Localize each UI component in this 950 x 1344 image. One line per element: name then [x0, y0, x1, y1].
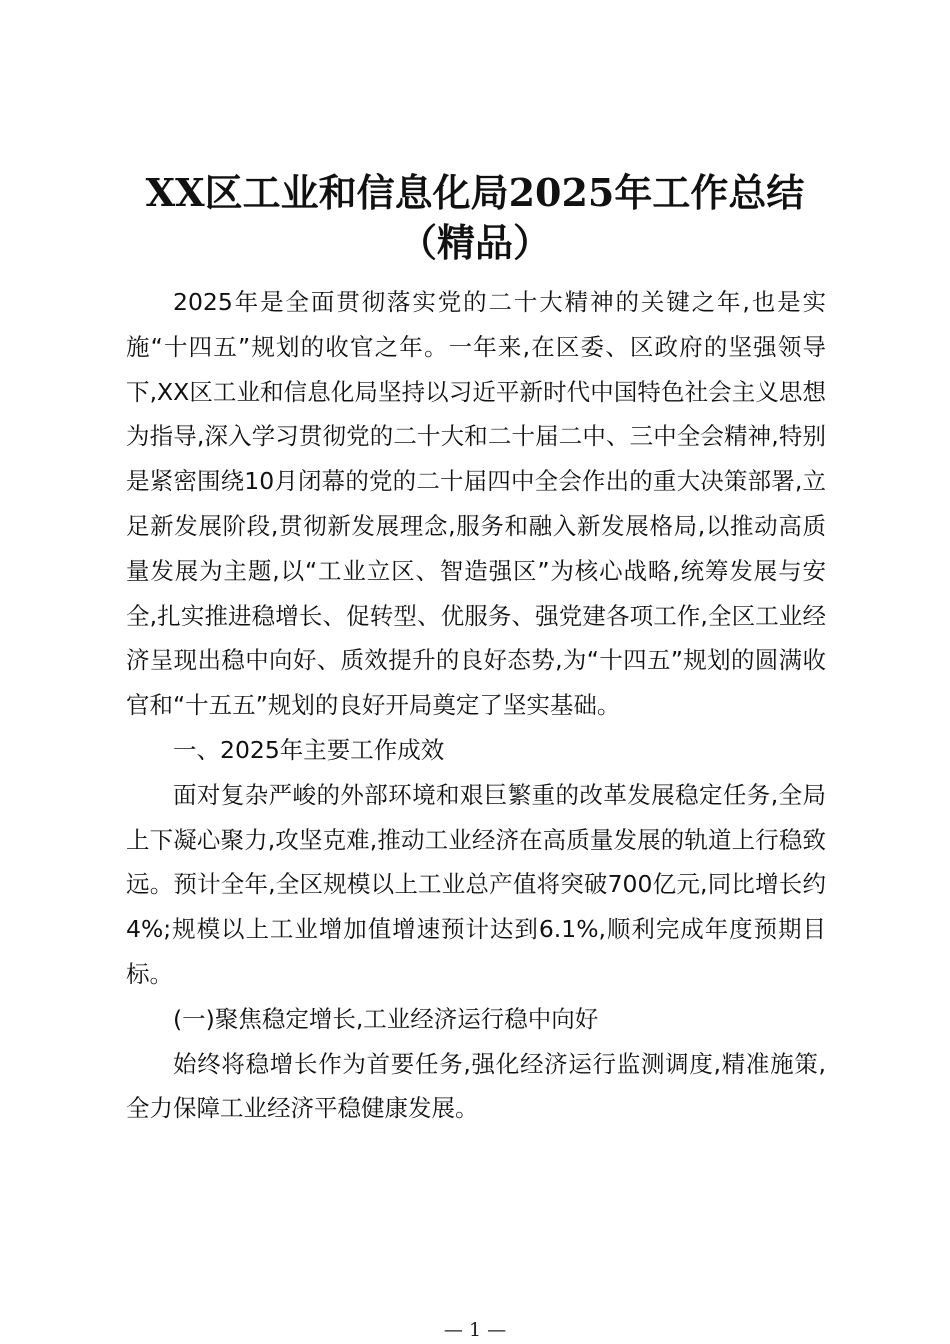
title-line-1: XX区工业和信息化局2025年工作总结 [145, 170, 805, 215]
section-1-paragraph: 面对复杂严峻的外部环境和艰巨繁重的改革发展稳定任务,全局上下凝心聚力,攻坚克难,推动工业经济在高质量发展的轨道上行稳致远。预计全年,全区规模以上工业总产值将突破700亿元,同比增长约4%;规模以上工业增加值增速预计达到6.1%,顺利完成年度预期目标。 [126, 780, 826, 988]
section-heading-1: 一、2025年主要工作成效 [173, 735, 445, 764]
document-title [100, 168, 850, 268]
page-number: — 1 — [443, 1319, 507, 1341]
subsection-1-paragraph: 始终将稳增长作为首要任务,强化经济运行监测调度,精准施策,全力保障工业经济平稳健康发展。 [126, 1049, 826, 1123]
subsection-heading-1: (一)聚焦稳定增长,工业经济运行稳中向好 [173, 1004, 599, 1033]
title-line-2: （精品） [398, 220, 551, 265]
document-body [126, 280, 826, 1131]
intro-paragraph: 2025年是全面贯彻落实党的二十大精神的关键之年,也是实施“十四五”规划的收官之年。一年来,在区委、区政府的坚强领导下,XX区工业和信息化局坚持以习近平新时代中国特色社会主义思想为指导,深入学习贯彻党的二十大和二十届二中、三中全会精神,特别是紧密围绕10月闭幕的党的二十届四中全会作出的重大决策部署,立足新发展阶段,贯彻新发展理念,服务和融入新发展格局,以推动高质量发展为主题,以“工业立区、智造强区”为核心战略,统筹发展与安全,扎实推进稳增长、促转型、优服务、强党建各项工作,全区工业经济呈现出稳中向好、质效提升的良好态势,为“十四五”规划的圆满收官和“十五五”规划的良好开局奠定了坚实基础。 [126, 288, 826, 720]
